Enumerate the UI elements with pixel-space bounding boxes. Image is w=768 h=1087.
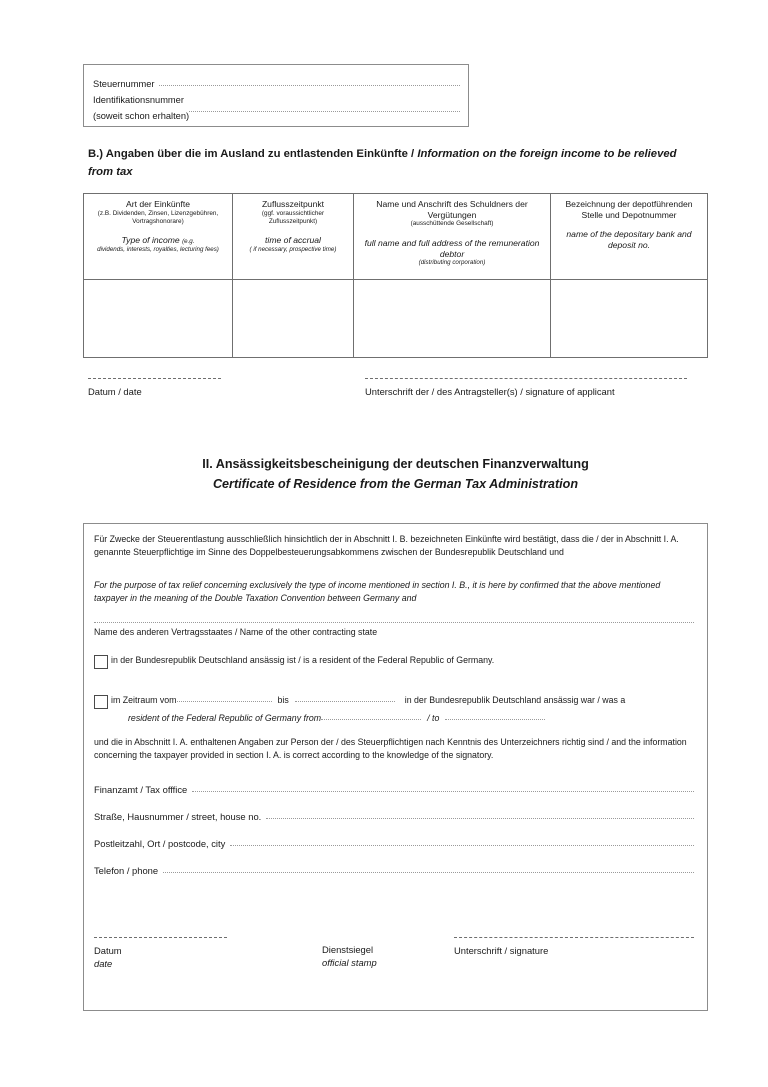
checkbox-is-resident-label: in der Bundesrepublik Deutschland ansässig ist / is a resident of the Federal Republic of Germany. — [111, 655, 495, 665]
section-b-date-label — [88, 386, 221, 397]
checkbox-is-resident[interactable] — [94, 655, 108, 669]
field-postcode-city-input[interactable] — [230, 845, 694, 846]
certificate-date-line[interactable] — [94, 937, 227, 938]
table-row — [84, 280, 708, 358]
certificate-signature-label — [454, 945, 694, 958]
certificate-paragraph-de: Für Zwecke der Steuerentlastung ausschließlich hinsichtlich der in Abschnitt I. B. bezeichneten Einkünfte wird bestätigt, dass die / der in Abschnitt I. A. genannte Steuerpflichtige im Sinne des Doppelbesteuerungsabkommens zwischen der Bundesrepublik Deutschland und — [94, 534, 679, 558]
certificate-date-label-de: Datum — [94, 945, 122, 956]
certificate-stamp-label — [322, 944, 462, 969]
period-from-input-en[interactable] — [321, 719, 421, 720]
col-header-type-of-income — [84, 194, 233, 280]
col3-de-main: Name und Anschrift des Schuldners der Vergütungen — [376, 199, 528, 220]
col-header-remuneration-debtor — [354, 194, 551, 280]
identifikationsnummer-label: Identifikationsnummer — [93, 95, 184, 105]
field-finanzamt — [94, 784, 694, 795]
col3-de-sub: (ausschüttende Gesellschaft) — [410, 220, 494, 228]
contracting-state-label: Name des anderen Vertragsstaates / Name of the other contracting state — [94, 627, 378, 637]
period-from-input[interactable] — [177, 701, 272, 702]
table-header-row — [84, 194, 708, 280]
certificate-stamp-label-en: official stamp — [322, 956, 377, 968]
certificate-signature-label-text: Unterschrift / signature — [454, 945, 549, 956]
residency-option-2[interactable] — [94, 695, 694, 723]
certificate-stamp-label-de: Dienstsiegel — [322, 944, 374, 955]
tax-number-box — [83, 64, 469, 127]
section-b-applicant-line[interactable] — [365, 378, 687, 379]
field-finanzamt-label: Finanzamt / Tax offfice — [94, 784, 188, 795]
residency-option-2-line-en — [94, 713, 694, 723]
residency-option-2-line-de — [94, 695, 694, 705]
certificate-date-block — [94, 937, 227, 970]
section-b-heading — [88, 146, 688, 181]
steuernummer-label: Steuernummer — [93, 79, 155, 89]
certificate-paragraph-3: und die in Abschnitt I. A. enthaltenen Angaben zur Person der / des Steuerpflichtigen nach Kenntnis des Unterzeichners richtig sind / and the information concerning the taxpayer provided in section I. A. is correct according to the knowledge of the signatory. — [94, 737, 687, 761]
col2-en-sub: ( if necessary, prospective time) — [249, 246, 337, 254]
col1-en-sub: dividends, interests, royalties, lecturing fees) — [97, 246, 219, 254]
tax-office-address-fields — [94, 784, 694, 892]
was-resident-text: in der Bundesrepublik Deutschland ansässig war / was a — [404, 695, 626, 705]
col4-de-main: Bezeichnung der depotführenden Stelle und Depotnummer — [565, 199, 693, 220]
checkbox-was-resident-period[interactable] — [94, 695, 108, 709]
col1-de-sub: (z.B. Dividenden, Zinsen, Lizenzgebühren, Vortragshonorare) — [97, 209, 219, 226]
cell-remuneration-debtor[interactable] — [354, 280, 551, 358]
section-2-heading — [83, 455, 708, 494]
steuernummer-row — [93, 72, 460, 89]
identifikationsnummer-input-line[interactable] — [189, 111, 460, 112]
col3-en-main: full name and full address of the remuneration debtor — [364, 237, 540, 259]
identifikationsnummer-note: (soweit schon erhalten) — [93, 111, 190, 121]
col1-en-inline: (e.g. — [182, 238, 195, 246]
residency-option-1-line — [94, 655, 694, 665]
period-from-label-en: resident of the Federal Republic of Germany from — [128, 713, 322, 723]
contracting-state-field — [94, 622, 694, 637]
certificate-signature-line[interactable] — [454, 937, 694, 938]
period-from-label: im Zeitraum vom — [111, 695, 177, 705]
identifikationsnummer-row — [93, 89, 460, 121]
section-b-applicant-label: Unterschrift der / des Antragsteller(s) / signature of applicant — [365, 386, 615, 397]
col1-de-main: Art der Einkünfte — [125, 199, 190, 209]
col-header-depositary-bank — [551, 194, 708, 280]
field-phone-label: Telefon / phone — [94, 865, 159, 876]
cell-depositary-bank[interactable] — [551, 280, 708, 358]
section-2-heading-en: Certificate of Residence from the German Tax Administration — [212, 476, 579, 491]
foreign-income-table — [83, 193, 708, 358]
section-b-date-line[interactable] — [88, 378, 221, 379]
certificate-date-label-en: date — [94, 957, 113, 969]
period-to-input-en[interactable] — [445, 719, 545, 720]
field-postcode-city — [94, 838, 694, 849]
field-phone — [94, 865, 694, 876]
period-to-label: bis — [277, 695, 289, 705]
col-header-time-of-accrual — [233, 194, 354, 280]
col2-en-main: time of accrual — [265, 235, 321, 246]
section-b-heading-en: Information on the foreign income to be relieved from tax — [88, 148, 677, 178]
col4-en-main: name of the depositary bank and deposit no. — [566, 229, 692, 251]
col1-en-main-wrap — [88, 235, 228, 246]
certificate-signature-block — [454, 937, 694, 958]
field-street-input[interactable] — [266, 818, 694, 819]
residency-option-1[interactable] — [94, 655, 694, 665]
section-b-applicant-block — [365, 378, 687, 397]
period-to-label-en: / to — [427, 713, 440, 723]
steuernummer-input-line[interactable] — [159, 85, 461, 86]
field-finanzamt-input[interactable] — [192, 791, 694, 792]
certificate-date-label — [94, 945, 227, 970]
field-street-label: Straße, Hausnummer / street, house no. — [94, 811, 262, 822]
cell-time-of-accrual[interactable] — [233, 280, 354, 358]
contracting-state-input-line[interactable] — [94, 622, 694, 623]
certificate-stamp-block — [322, 937, 462, 969]
section-b-date-label-text: Datum / date — [88, 386, 142, 397]
period-to-input[interactable] — [295, 701, 395, 702]
section-2-heading-de: II. Ansässigkeitsbescheinigung der deutschen Finanzverwaltung — [202, 457, 589, 471]
field-phone-input[interactable] — [163, 872, 694, 873]
col2-de-sub: (ggf. voraussichtlicher Zuflusszeitpunkt) — [261, 209, 325, 226]
field-postcode-city-label: Postleitzahl, Ort / postcode, city — [94, 838, 226, 849]
field-street — [94, 811, 694, 822]
section-b-heading-de: B.) Angaben über die im Ausland zu entlastenden Einkünfte / — [88, 148, 415, 160]
certificate-paragraph-en: For the purpose of tax relief concerning exclusively the type of income mentioned in section I. B., it is here by confirmed that the above mentioned taxpayer in the meaning of the Double Taxation Convention between Germany and — [94, 580, 661, 604]
certificate-of-residence-box — [83, 523, 708, 1011]
section-b-date-block — [88, 378, 221, 397]
cell-type-of-income[interactable] — [84, 280, 233, 358]
col3-en-sub: (distributing corporation) — [418, 259, 486, 267]
col1-en-main: Type of income — [121, 235, 180, 246]
col2-de-main: Zuflusszeitpunkt — [261, 199, 325, 209]
